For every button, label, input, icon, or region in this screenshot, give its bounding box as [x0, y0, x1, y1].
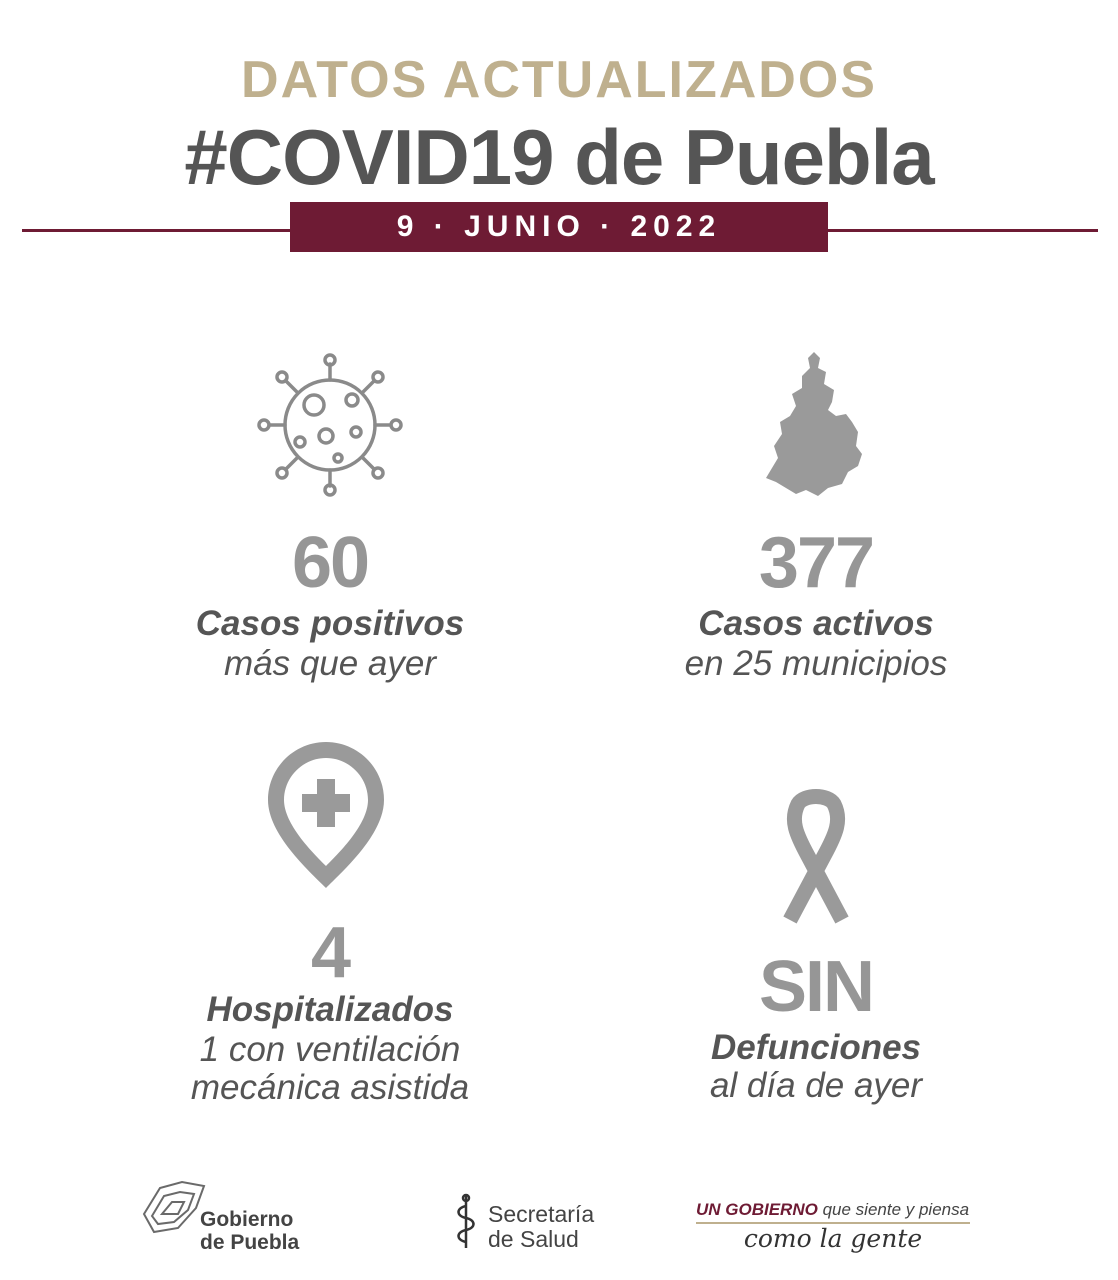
hospitalized-sublabel-1: 1 con ventilación: [199, 1030, 461, 1069]
gov-line-1: Gobierno: [200, 1208, 294, 1231]
positive-cases-sublabel: más que ayer: [223, 644, 437, 683]
hospitalized-value: 4: [310, 913, 350, 993]
ribbon-icon: [766, 780, 866, 924]
hospitalized-label: Hospitalizados: [206, 990, 454, 1029]
slogan-rest: que siente y piensa: [822, 1200, 970, 1219]
slogan: [696, 1200, 969, 1220]
puebla-map-icon: [762, 350, 866, 498]
deaths-label: Defunciones: [710, 1028, 922, 1067]
health-secretariat-logo: [452, 1192, 480, 1250]
date-text: 9 · JUNIO · 2022: [396, 210, 722, 243]
divider-left: [22, 229, 292, 232]
positive-cases-value: 60: [291, 523, 369, 603]
health-line-1: Secretaría: [488, 1201, 595, 1227]
health-name: [488, 1202, 594, 1252]
virus-icon: [252, 350, 408, 500]
gov-line-2: de Puebla: [200, 1231, 300, 1254]
gov-name: [200, 1208, 299, 1254]
active-cases-sublabel: en 25 municipios: [684, 644, 948, 683]
slogan-bold: UN GOBIERNO: [696, 1200, 818, 1219]
deaths-value: SIN: [758, 947, 874, 1027]
health-line-2: de Salud: [488, 1226, 579, 1252]
deaths-sublabel: al día de ayer: [709, 1066, 923, 1105]
date-badge: [290, 202, 828, 252]
header-subtitle: DATOS ACTUALIZADOS: [241, 51, 877, 109]
divider-right: [826, 229, 1098, 232]
positive-cases-label: Casos positivos: [195, 604, 465, 643]
hospital-pin-icon: [268, 742, 384, 888]
hospitalized-sublabel-2: mecánica asistida: [190, 1068, 470, 1107]
active-cases-value: 377: [758, 523, 874, 603]
active-cases-label: Casos activos: [698, 604, 934, 643]
slogan-script: como la gente: [743, 1224, 923, 1253]
page-title: #COVID19 de Puebla: [184, 113, 934, 201]
